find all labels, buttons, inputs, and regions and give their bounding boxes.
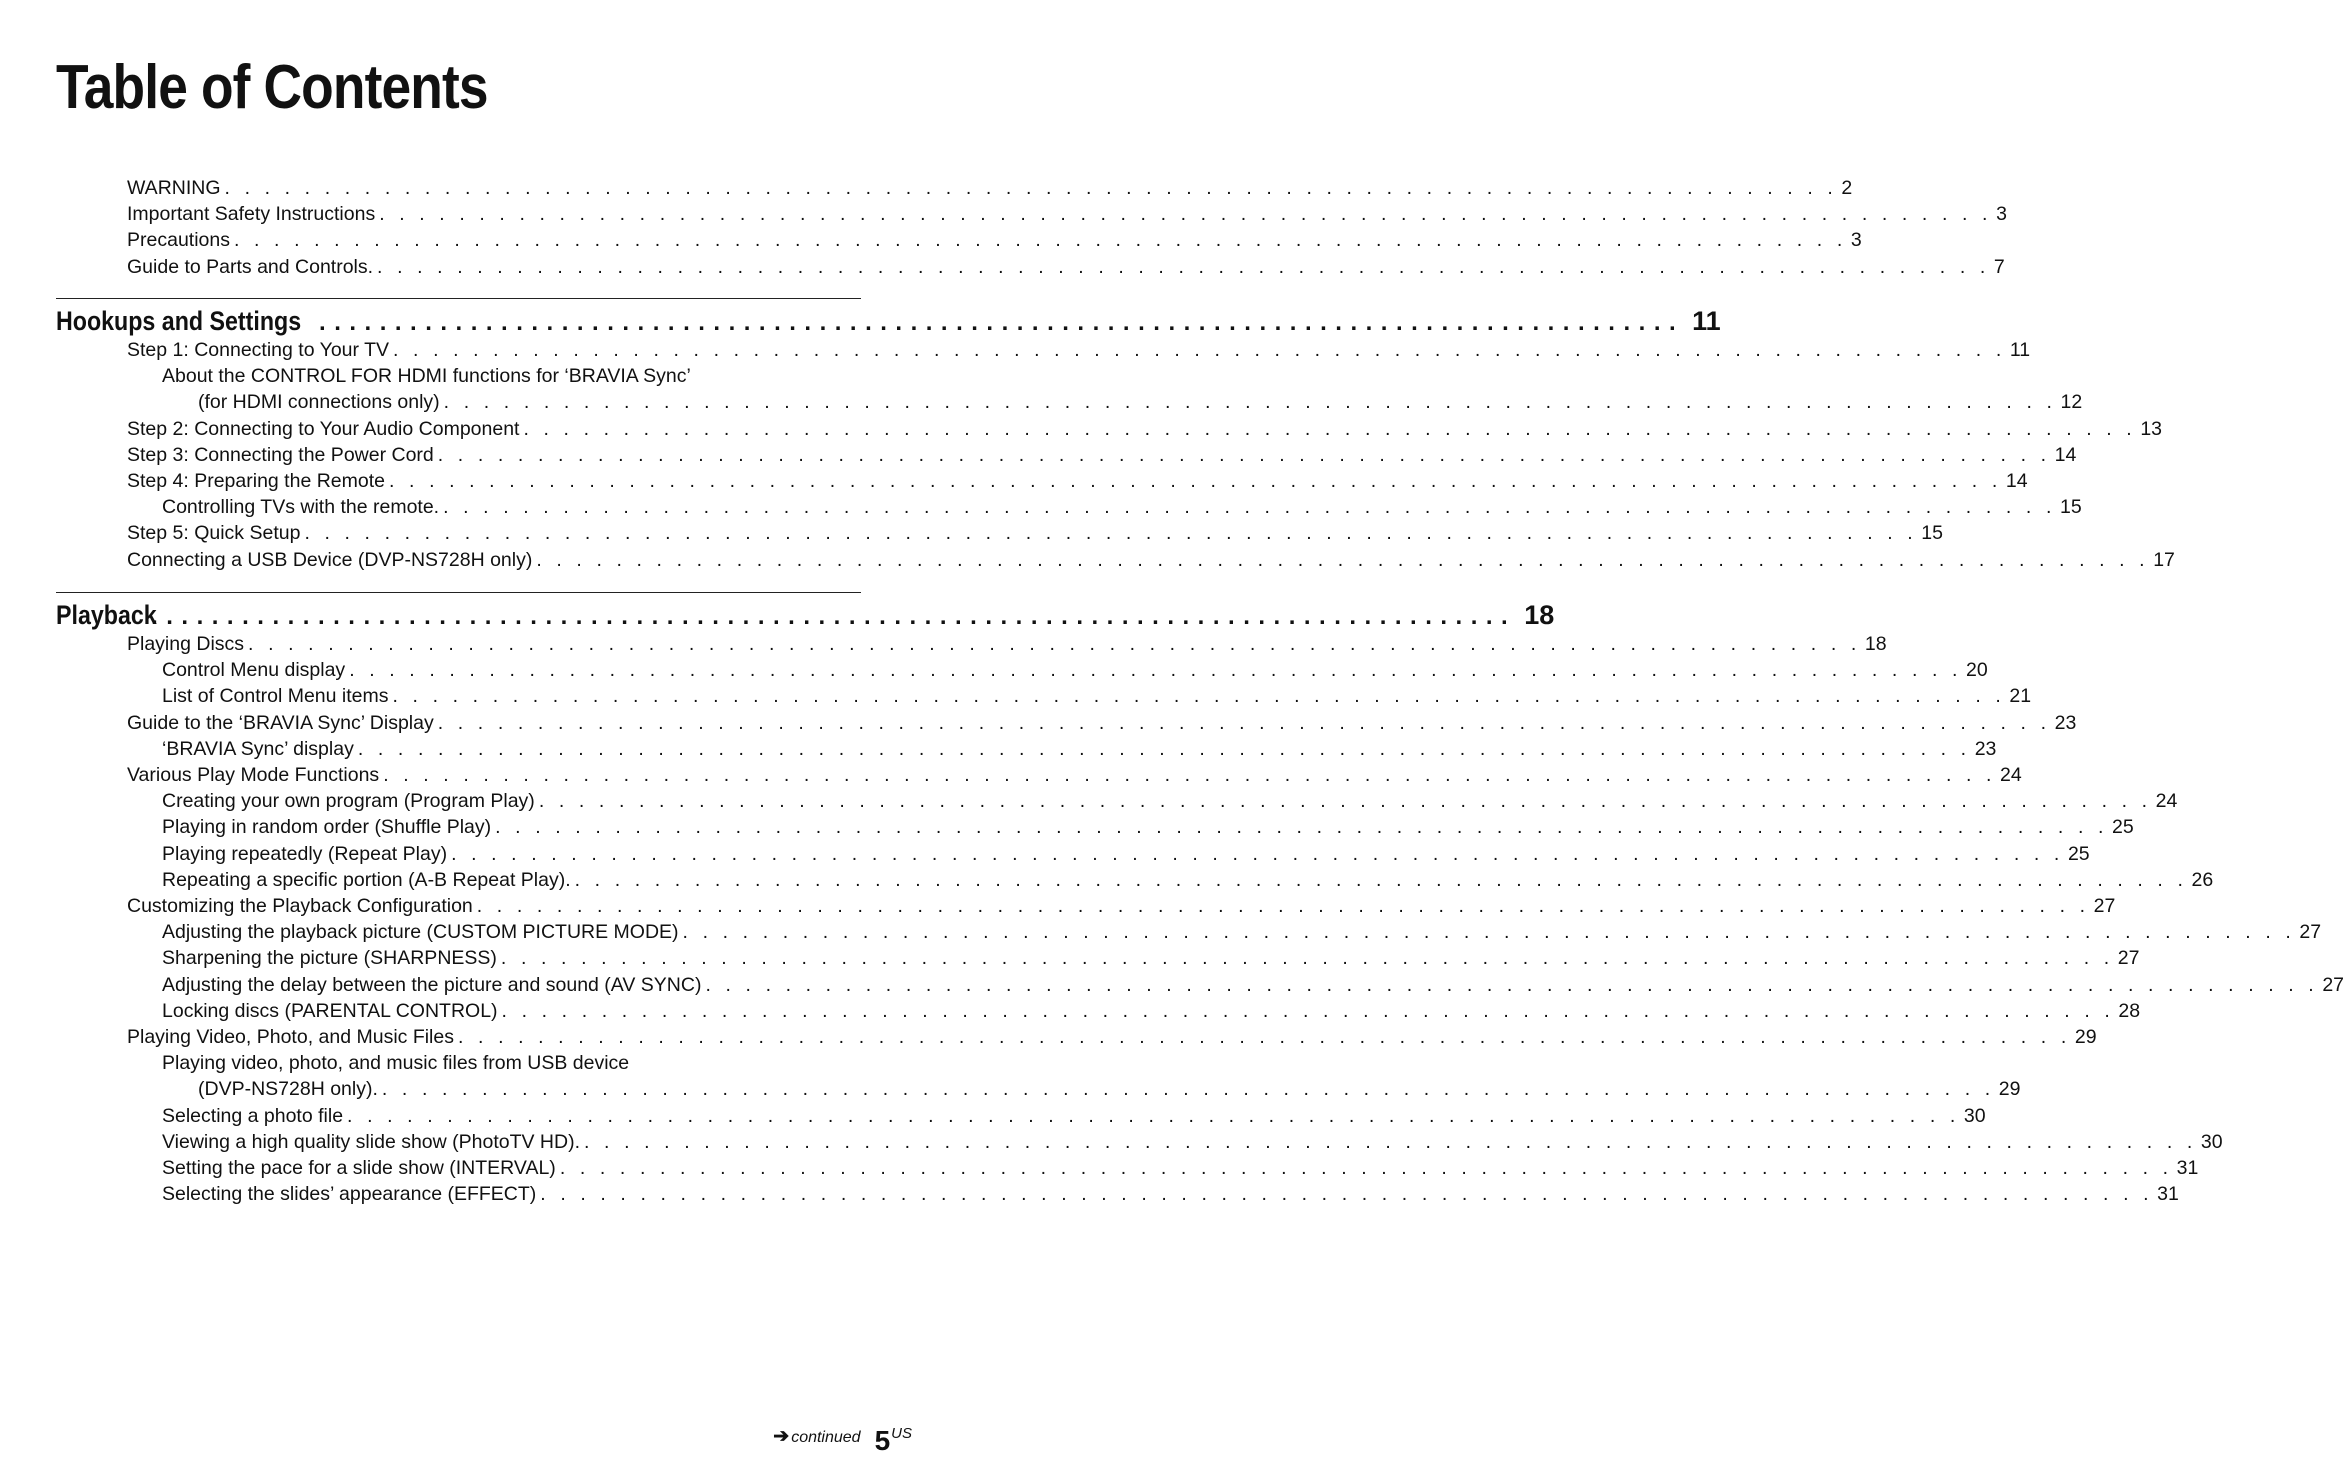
toc-entry[interactable] xyxy=(56,973,2344,997)
toc-entry-label: Connecting a USB Device (DVP-NS728H only) xyxy=(127,548,533,571)
dot-leader xyxy=(438,443,2051,467)
dot-leader xyxy=(393,684,2006,708)
continued-label: continued xyxy=(791,1429,861,1446)
section-title: Playback xyxy=(56,600,157,630)
dot-leader xyxy=(495,815,2108,839)
toc-entry-label: Step 4: Preparing the Remote xyxy=(127,470,385,492)
toc-entry[interactable] xyxy=(56,469,2028,493)
toc-entry-label: Playing Video, Photo, and Music Files xyxy=(127,1026,454,1048)
dot-leader xyxy=(683,920,2296,944)
toc-entry-label: (DVP-NS728H only). xyxy=(198,1078,378,1101)
toc-entry-label: Adjusting the delay between the picture and sound (AV SYNC) xyxy=(162,973,702,996)
toc-entry[interactable] xyxy=(56,894,2116,918)
toc-entry-label: Control Menu display xyxy=(162,659,346,682)
page-number-suffix: US xyxy=(891,1425,912,1442)
toc-entry-label: Repeating a specific portion (A-B Repeat Play). xyxy=(162,868,571,891)
section-divider xyxy=(56,298,861,299)
toc-entry-label: Playing repeatedly (Repeat Play) xyxy=(162,842,448,865)
dot-leader xyxy=(539,789,2152,813)
toc-entry-label: List of Control Menu items xyxy=(162,685,389,708)
arrow-right-icon: ➔ xyxy=(773,1426,790,1447)
toc-entry-label: WARNING xyxy=(127,177,221,199)
toc-entry-page: 30 xyxy=(1963,1104,1986,1127)
toc-entry-page: 2 xyxy=(1841,177,1853,199)
dot-leader xyxy=(358,737,1971,761)
toc-entry-label: Controlling TVs with the remote. xyxy=(162,496,440,519)
dot-leader xyxy=(575,868,2188,892)
toc-entry[interactable] xyxy=(56,1077,2021,1101)
toc-entry-label: Guide to Parts and Controls. xyxy=(127,255,374,278)
toc-entry[interactable] xyxy=(56,684,2032,708)
dot-leader xyxy=(501,946,2114,970)
toc-entry[interactable] xyxy=(56,920,2322,944)
toc-entry-page: 14 xyxy=(2005,470,2028,492)
toc-entry[interactable] xyxy=(56,176,1853,200)
toc-entry-page: 24 xyxy=(2000,764,2022,786)
toc-entry[interactable] xyxy=(56,390,2083,414)
dot-leader xyxy=(393,338,2006,362)
toc-entry-label: Locking discs (PARENTAL CONTROL) xyxy=(162,999,498,1022)
toc-entry[interactable] xyxy=(56,417,2163,441)
toc-entry-page: 29 xyxy=(1998,1078,2021,1101)
toc-entry-page: 20 xyxy=(1966,659,1988,682)
toc-entry[interactable] xyxy=(56,521,1943,545)
toc-entry-page: 25 xyxy=(2112,816,2134,839)
toc-entry-label: Playing Discs xyxy=(127,633,245,655)
dot-leader xyxy=(389,469,2002,493)
section-page: 18 xyxy=(1524,600,1555,630)
toc-entry[interactable] xyxy=(56,1156,2199,1180)
dot-leader xyxy=(349,658,1962,682)
toc-entry-page: 31 xyxy=(2176,1157,2199,1179)
toc-entry-page: 13 xyxy=(2140,417,2163,440)
toc-entry[interactable] xyxy=(56,763,2022,787)
toc-entry-label: Selecting the slides’ appearance (EFFECT) xyxy=(162,1183,537,1206)
toc-entry[interactable] xyxy=(56,868,2214,892)
toc-entry[interactable] xyxy=(56,737,1997,761)
toc-entry-page: 23 xyxy=(1974,737,1997,760)
toc-entry-page: 7 xyxy=(1993,255,2005,278)
dot-leader xyxy=(705,973,2318,997)
toc-entry-page: 17 xyxy=(2153,548,2175,571)
toc-entry[interactable] xyxy=(56,255,2005,279)
toc-entry-page: 11 xyxy=(2009,339,2031,361)
toc-entry-page: 15 xyxy=(1921,522,1943,545)
toc-entry-label: Selecting a photo file xyxy=(162,1104,344,1127)
dot-leader xyxy=(444,390,2057,414)
dot-leader xyxy=(560,1156,2173,1180)
toc-entry[interactable] xyxy=(56,548,2175,572)
dot-leader xyxy=(458,1025,2071,1049)
toc-entry-label: Playing video, photo, and music files from USB device xyxy=(162,1052,630,1075)
toc-entry-page: 15 xyxy=(2059,496,2082,519)
toc-entry-label: Playing in random order (Shuffle Play) xyxy=(162,816,492,839)
dot-leader xyxy=(248,632,1861,656)
toc-entry[interactable] xyxy=(56,711,2077,735)
dot-leader xyxy=(347,1104,1960,1128)
toc-entry-label: Sharpening the picture (SHARPNESS) xyxy=(162,947,497,970)
toc-entry-label: Important Safety Instructions xyxy=(127,203,376,226)
toc-entry-page: 27 xyxy=(2117,947,2140,970)
toc-entry[interactable] xyxy=(56,999,2141,1023)
page-footer xyxy=(773,1424,912,1458)
toc-entry[interactable] xyxy=(56,495,2082,519)
dot-leader xyxy=(443,495,2056,519)
toc-entry-page: 25 xyxy=(2067,842,2090,865)
toc-entry-page: 21 xyxy=(2009,685,2032,708)
toc-entry-label: Viewing a high quality slide show (PhotoTV HD). xyxy=(162,1130,581,1153)
dot-leader xyxy=(234,228,1847,252)
toc-entry-label: Adjusting the playback picture (CUSTOM PICTURE MODE) xyxy=(162,921,679,944)
toc-entry-page: 24 xyxy=(2155,790,2178,813)
dot-leader xyxy=(540,1182,2153,1206)
toc-entry-page: 26 xyxy=(2191,868,2214,891)
toc-entry[interactable] xyxy=(56,946,2140,970)
toc-entry[interactable] xyxy=(56,202,2007,226)
toc-entry[interactable] xyxy=(56,1051,967,1075)
toc-entry[interactable] xyxy=(56,1025,2097,1049)
toc-entry-page: 31 xyxy=(2157,1183,2179,1206)
toc-entry-label: Setting the pace for a slide show (INTERVAL) xyxy=(162,1157,556,1179)
dot-leader xyxy=(584,1130,2197,1154)
toc-entry[interactable] xyxy=(56,338,2031,362)
dot-leader xyxy=(382,1077,1995,1101)
toc-entry[interactable] xyxy=(56,364,967,388)
toc-entry[interactable] xyxy=(56,632,1887,656)
toc-entry[interactable] xyxy=(56,228,1862,252)
dot-leader xyxy=(304,521,1917,545)
toc-entry[interactable] xyxy=(56,1130,2223,1154)
section-heading[interactable] xyxy=(56,598,1555,632)
toc-entry-page: 30 xyxy=(2200,1130,2223,1153)
toc-entry-label: Step 5: Quick Setup xyxy=(127,522,301,545)
toc-entry[interactable] xyxy=(56,443,2077,467)
dot-leader xyxy=(438,711,2051,735)
dot-leader xyxy=(151,600,1516,634)
toc-entry-label: Various Play Mode Functions xyxy=(127,764,380,786)
toc-entry-page: 14 xyxy=(2054,443,2077,466)
toc-entry[interactable] xyxy=(56,842,2090,866)
toc-entry-label: Guide to the ‘BRAVIA Sync’ Display xyxy=(127,711,434,734)
toc-entry-label: Step 1: Connecting to Your TV xyxy=(127,339,389,361)
toc-entry-page: 29 xyxy=(2074,1026,2097,1048)
dot-leader xyxy=(477,894,2090,918)
page-number: 5 xyxy=(874,1425,891,1456)
section-title: Hookups and Settings xyxy=(56,306,302,336)
toc-entry-label: About the CONTROL FOR HDMI functions for ‘BRAVIA Sync’ xyxy=(162,365,691,388)
toc-entry-page: 27 xyxy=(2093,895,2116,917)
toc-entry-label: Creating your own program (Program Play) xyxy=(162,790,535,813)
toc-entry[interactable] xyxy=(56,1182,2179,1206)
toc-entry[interactable] xyxy=(56,815,2134,839)
toc-entry-page: 18 xyxy=(1864,633,1887,655)
toc-entry[interactable] xyxy=(56,789,2178,813)
toc-entry-page: 12 xyxy=(2060,391,2083,414)
toc-entry-page: 28 xyxy=(2118,999,2141,1022)
dot-leader xyxy=(383,763,1996,787)
toc-entry-label: (for HDMI connections only) xyxy=(198,391,440,414)
dot-leader xyxy=(502,999,2115,1023)
toc-entry-label: Step 3: Connecting the Power Cord xyxy=(127,443,434,466)
toc-entry-page: 27 xyxy=(2322,973,2344,996)
toc-entry-label: Precautions xyxy=(127,229,230,252)
dot-leader xyxy=(319,306,1684,340)
toc-entry[interactable] xyxy=(56,658,1988,682)
toc-entry-label: Step 2: Connecting to Your Audio Component xyxy=(127,417,520,440)
section-page: 11 xyxy=(1692,306,1721,336)
toc-entry-page: 3 xyxy=(1996,203,2007,226)
dot-leader xyxy=(536,548,2149,572)
toc-entry[interactable] xyxy=(56,1104,1986,1128)
toc-entry-page: 3 xyxy=(1850,229,1862,252)
dot-leader xyxy=(523,417,2136,441)
toc-entry-label: Customizing the Playback Configuration xyxy=(127,895,473,917)
dot-leader xyxy=(379,202,1992,226)
page-title: Table of Contents xyxy=(56,53,488,122)
section-heading[interactable] xyxy=(56,304,1721,338)
toc-entry-page: 23 xyxy=(2054,711,2077,734)
dot-leader xyxy=(451,842,2064,866)
toc-entry-label: ‘BRAVIA Sync’ display xyxy=(162,737,354,760)
dot-leader xyxy=(225,176,1838,200)
section-divider xyxy=(56,592,861,593)
toc-entry-page: 27 xyxy=(2299,921,2322,944)
dot-leader xyxy=(377,255,1990,279)
